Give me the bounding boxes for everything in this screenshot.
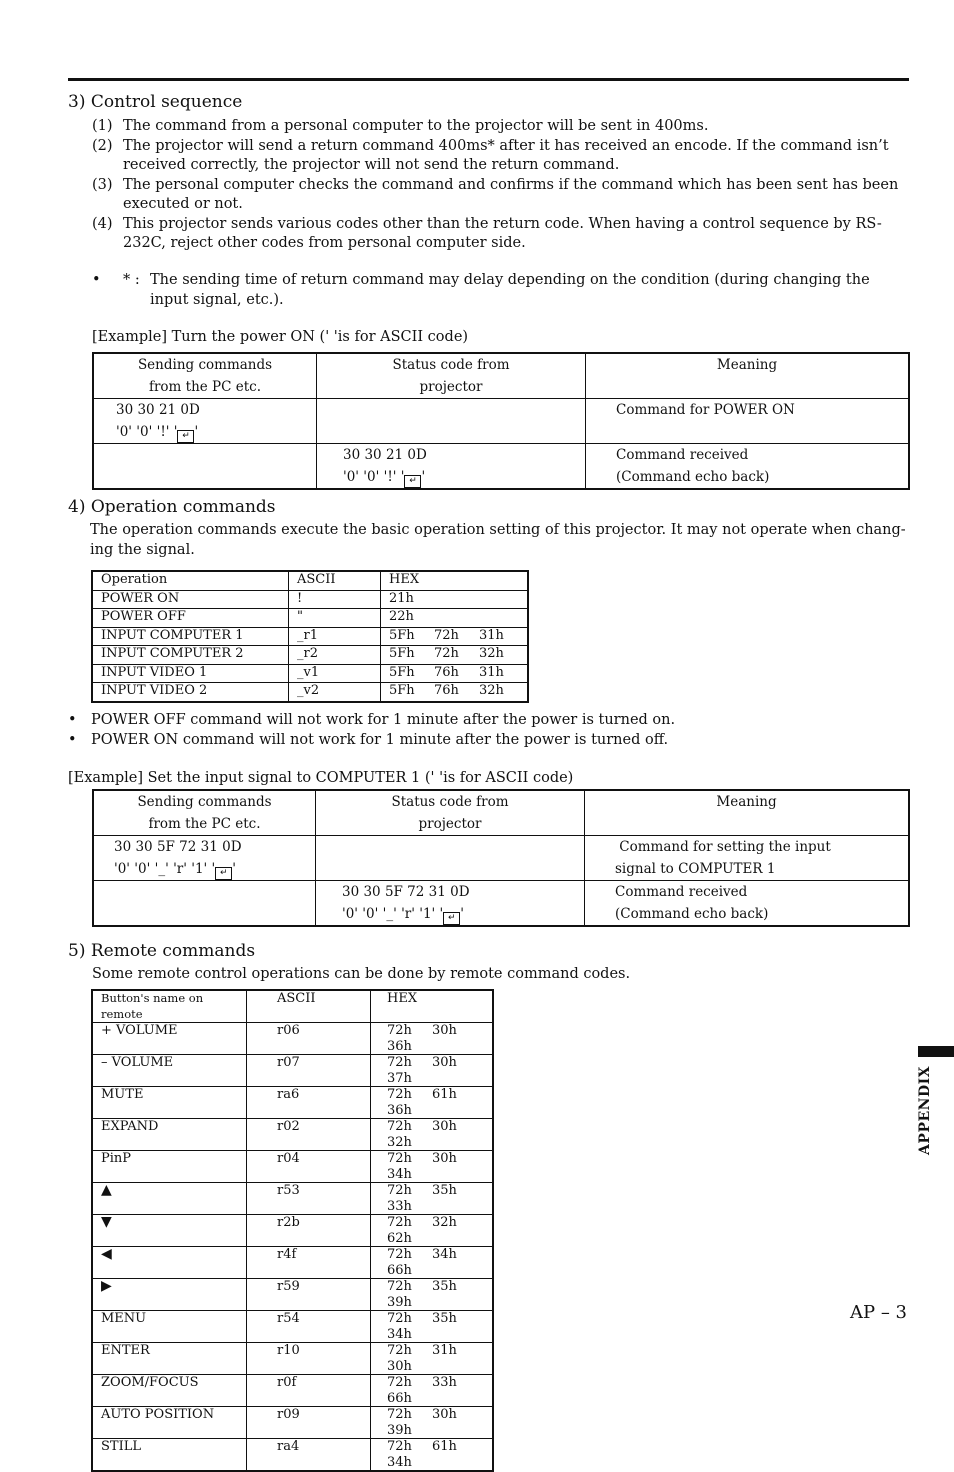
button-ascii: r53	[247, 1183, 371, 1215]
hex-byte: 33h	[387, 1198, 412, 1214]
hex-byte: 34h	[387, 1326, 412, 1342]
op-hex	[381, 609, 529, 628]
item-3-num: (3)	[92, 176, 113, 193]
header-button: Button's name on remote	[92, 990, 247, 1023]
sec3-note	[92, 271, 912, 311]
note-line1: The sending time of return command may delay depending on the condition (during changing the	[150, 272, 870, 288]
button-ascii: r09	[247, 1407, 371, 1439]
button-name: ZOOM/FOCUS	[92, 1375, 247, 1407]
enter-key-icon: ↵	[215, 867, 232, 880]
cell-status	[317, 444, 586, 490]
table-row	[92, 1407, 493, 1439]
status-ascii: '0' '0' '!' ' ↵ '	[343, 469, 426, 486]
header-meaning	[586, 353, 910, 399]
op-name: INPUT VIDEO 2	[92, 683, 289, 702]
table-row	[92, 646, 528, 665]
item-1-text: The command from a personal computer to the projector will be sent in 400ms.	[123, 118, 709, 134]
sec4-intro	[90, 521, 910, 560]
cell-empty	[93, 881, 316, 927]
header-ascii: ASCII	[289, 571, 381, 590]
item-2-line1: The projector will send a return command 400ms* after it has received an encode. If the command isn’t	[123, 137, 889, 154]
button-hex	[371, 1151, 494, 1183]
example2-table	[92, 789, 910, 927]
header-sending-l2: from the PC etc.	[148, 379, 262, 395]
header-sending-l1: Sending commands	[137, 357, 273, 373]
button-hex	[371, 1343, 494, 1375]
button-ascii: r04	[247, 1151, 371, 1183]
button-name: – VOLUME	[92, 1055, 247, 1087]
table-row	[93, 399, 909, 444]
op-ascii: _r2	[289, 646, 381, 665]
header-sending-l2: from the PC etc.	[148, 816, 261, 832]
button-hex	[371, 1311, 494, 1343]
hex-byte: 66h	[387, 1390, 412, 1406]
cell-meaning	[586, 399, 910, 444]
send-ascii: '0' '0' '!' ' ↵ '	[116, 424, 199, 441]
status-ascii-text: '0' '0' '!' '	[343, 469, 405, 485]
right-triangle-icon: ▶	[92, 1279, 247, 1311]
button-hex	[371, 1375, 494, 1407]
button-ascii: r0f	[247, 1375, 371, 1407]
table-row	[93, 353, 909, 399]
button-ascii: r4f	[247, 1247, 371, 1279]
header-meaning-l1: Meaning	[716, 794, 777, 810]
hex-byte: 61h	[432, 1087, 457, 1102]
button-ascii: ra6	[247, 1087, 371, 1119]
cell-empty	[317, 399, 586, 444]
hex-byte: 76h	[434, 664, 459, 680]
section-3-title: 3) Control sequence	[68, 92, 243, 112]
enter-key-icon: ↵	[177, 430, 194, 443]
hex-byte: 30h	[432, 1119, 457, 1134]
hex-byte: 72h	[434, 646, 459, 661]
hex-byte: 66h	[387, 1262, 412, 1278]
table-row	[92, 664, 528, 683]
status-ascii: '0' '0' '_' 'r' '1' ' ↵ '	[342, 906, 464, 923]
cell-send	[93, 399, 317, 444]
item-2-num: (2)	[92, 137, 113, 154]
hex-byte: 5Fh	[389, 646, 415, 661]
meaning-line2: (Command echo back)	[616, 469, 770, 485]
send-ascii-text: '0' '0' '_' 'r' '1' '	[114, 861, 216, 877]
op-ascii: !	[289, 590, 381, 609]
header-meaning	[585, 790, 910, 836]
op-name: INPUT COMPUTER 2	[92, 646, 289, 665]
button-hex	[371, 1119, 494, 1151]
op-name: POWER ON	[92, 590, 289, 609]
button-hex	[371, 1055, 494, 1087]
hex-byte: 30h	[432, 1023, 457, 1038]
hex-byte: 72h	[387, 1119, 412, 1134]
hex-byte: 76h	[434, 683, 459, 698]
op-hex	[381, 646, 529, 665]
header-status	[317, 353, 586, 399]
hex-byte: 39h	[387, 1294, 412, 1310]
hex-byte: 30h	[432, 1151, 457, 1166]
button-ascii: r10	[247, 1343, 371, 1375]
status-hex: 30 30 21 0D	[343, 447, 427, 463]
table-row	[93, 790, 909, 836]
table-row	[92, 627, 528, 646]
table-row	[92, 1439, 493, 1472]
page-number: AP – 3	[850, 1302, 908, 1323]
button-hex	[371, 1439, 494, 1472]
op-name: INPUT VIDEO 1	[92, 664, 289, 683]
hex-byte: 34h	[387, 1166, 412, 1182]
hex-byte: 35h	[432, 1279, 457, 1294]
example1-caption: [Example] Turn the power ON (' 'is for ASCII code)	[92, 329, 469, 345]
button-hex	[371, 1407, 494, 1439]
button-hex	[371, 1087, 494, 1119]
button-ascii: r07	[247, 1055, 371, 1087]
left-triangle-icon: ◀	[92, 1247, 247, 1279]
section-5-title: 5) Remote commands	[68, 941, 256, 961]
cell-empty	[316, 836, 585, 881]
button-ascii: r59	[247, 1279, 371, 1311]
hex-byte: 39h	[387, 1422, 412, 1438]
hex-byte: 32h	[479, 646, 504, 661]
hex-byte: 72h	[387, 1439, 412, 1454]
hex-byte: 36h	[387, 1102, 412, 1118]
cell-meaning	[585, 881, 910, 927]
hex-byte: 35h	[432, 1311, 457, 1326]
cell-send	[93, 836, 316, 881]
op-hex	[381, 683, 529, 702]
button-ascii: r2b	[247, 1215, 371, 1247]
cell-meaning	[586, 444, 910, 490]
appendix-tab-marker	[918, 1046, 954, 1057]
bullet-1: POWER OFF command will not work for 1 minute after the power is turned on.	[91, 712, 676, 728]
hex-byte: 72h	[387, 1023, 412, 1038]
table-row	[92, 1375, 493, 1407]
button-hex	[371, 1279, 494, 1311]
cell-meaning	[585, 836, 910, 881]
down-triangle-icon: ▼	[92, 1215, 247, 1247]
hex-byte: 21h	[389, 590, 414, 606]
table-row	[92, 1215, 493, 1247]
button-name: ENTER	[92, 1343, 247, 1375]
table-row	[93, 836, 909, 881]
bullet-2: POWER ON command will not work for 1 minute after the power is turned off.	[91, 731, 669, 748]
table-row	[92, 1183, 493, 1215]
hex-byte: 32h	[479, 683, 504, 698]
hex-byte: 72h	[387, 1343, 412, 1358]
send-hex: 30 30 5F 72 31 0D	[114, 839, 242, 855]
table-row	[92, 609, 528, 628]
hex-byte: 31h	[479, 664, 504, 680]
meaning-line1: Command received	[615, 884, 748, 900]
button-name: PinP	[92, 1151, 247, 1183]
header-status-l2: projector	[419, 379, 483, 395]
header-ascii: ASCII	[247, 990, 371, 1023]
hex-byte: 72h	[387, 1247, 412, 1262]
status-ascii-text: '0' '0' '_' 'r' '1' '	[342, 906, 444, 922]
button-ascii: r02	[247, 1119, 371, 1151]
header-status-l2: projector	[418, 816, 482, 832]
hex-byte: 72h	[387, 1407, 412, 1422]
enter-key-icon: ↵	[404, 475, 421, 488]
hex-byte: 72h	[387, 1055, 412, 1070]
button-hex	[371, 1183, 494, 1215]
note-bullet: •	[92, 272, 101, 288]
sec4-bullets: • POWER OFF command will not work for 1 minute after the power is turned on. • POWER ON command will not work for 1 minute after the power is turned off.	[68, 711, 908, 750]
table-row	[92, 1247, 493, 1279]
table-row	[92, 1087, 493, 1119]
item-2-line2: received correctly, the projector will not send the return command.	[123, 157, 620, 173]
table-row	[92, 1311, 493, 1343]
table-row	[92, 683, 528, 702]
send-ascii-text: '0' '0' '!' '	[116, 424, 178, 440]
button-name: STILL	[92, 1439, 247, 1472]
section-4-title: 4) Operation commands	[68, 497, 276, 517]
op-hex	[381, 627, 529, 646]
op-name: POWER OFF	[92, 609, 289, 628]
hex-byte: 30h	[432, 1055, 457, 1070]
header-sending	[93, 353, 317, 399]
button-ascii: r54	[247, 1311, 371, 1343]
status-hex: 30 30 5F 72 31 0D	[342, 884, 470, 900]
sec3-list	[92, 117, 912, 254]
meaning-line2: signal to COMPUTER 1	[615, 861, 776, 877]
button-name: EXPAND	[92, 1119, 247, 1151]
item-3-line1: The personal computer checks the command and confirms if the command which has been sent has been	[123, 176, 899, 193]
sec4-intro-line1: The operation commands execute the basic operation setting of this projector. It may not operate when chang-	[90, 522, 906, 538]
example1-table	[92, 352, 910, 490]
button-name: + VOLUME	[92, 1023, 247, 1055]
op-hex	[381, 590, 529, 609]
meaning-line2: (Command echo back)	[615, 906, 769, 922]
hex-byte: 22h	[389, 609, 414, 624]
hex-byte: 72h	[387, 1311, 412, 1326]
op-ascii: _v2	[289, 683, 381, 702]
op-ascii: _v1	[289, 664, 381, 683]
button-name: MENU	[92, 1311, 247, 1343]
table-row	[92, 1055, 493, 1087]
table-row	[92, 1151, 493, 1183]
meaning-line1: Command for setting the input	[615, 839, 831, 855]
header-status-l1: Status code from	[392, 357, 510, 373]
example2-caption: [Example] Set the input signal to COMPUTER 1 (' 'is for ASCII code)	[68, 770, 574, 786]
table-row	[92, 1279, 493, 1311]
item-1-num: (1)	[92, 118, 113, 134]
hex-byte: 32h	[387, 1134, 412, 1150]
button-hex	[371, 1215, 494, 1247]
header-operation: Operation	[92, 571, 289, 590]
header-sending	[93, 790, 316, 836]
hex-byte: 5Fh	[389, 683, 415, 698]
hex-byte: 34h	[387, 1454, 412, 1470]
send-ascii: '0' '0' '_' 'r' '1' ' ↵ '	[114, 861, 236, 878]
button-name: MUTE	[92, 1087, 247, 1119]
hex-byte: 61h	[432, 1439, 457, 1454]
table-row	[92, 1023, 493, 1055]
hex-byte: 30h	[432, 1407, 457, 1422]
hex-byte: 35h	[432, 1183, 457, 1198]
hex-byte: 72h	[387, 1087, 412, 1102]
cell-empty	[93, 444, 317, 490]
hex-byte: 32h	[432, 1215, 457, 1230]
hex-byte: 5Fh	[389, 664, 415, 680]
table-row	[92, 571, 528, 590]
hex-byte: 34h	[432, 1247, 457, 1262]
appendix-side-label: APPENDIX	[917, 1066, 933, 1155]
button-name: AUTO POSITION	[92, 1407, 247, 1439]
remote-table	[91, 989, 494, 1472]
hex-byte: 37h	[387, 1070, 412, 1086]
button-hex	[371, 1023, 494, 1055]
send-hex: 30 30 21 0D	[116, 402, 200, 418]
table-row	[93, 881, 909, 927]
item-4-line1: This projector sends various codes other than the return code. When having a control sequence by RS-	[123, 215, 882, 232]
op-name: INPUT COMPUTER 1	[92, 627, 289, 646]
enter-key-icon: ↵	[443, 912, 460, 925]
hex-byte: 72h	[387, 1215, 412, 1230]
operation-table	[91, 570, 529, 703]
note-mark: * :	[123, 272, 140, 288]
up-triangle-icon: ▲	[92, 1183, 247, 1215]
button-ascii: ra4	[247, 1439, 371, 1472]
header-hex: HEX	[381, 571, 529, 590]
header-status	[316, 790, 585, 836]
table-row	[92, 1119, 493, 1151]
note-line2: input signal, etc.).	[150, 291, 284, 308]
table-row	[92, 590, 528, 609]
sec5-intro: Some remote control operations can be done by remote command codes.	[92, 966, 631, 982]
item-3-line2: executed or not.	[123, 196, 243, 212]
table-row	[93, 444, 909, 490]
table-row	[92, 1343, 493, 1375]
header-meaning-l1: Meaning	[716, 357, 778, 373]
hex-byte: 72h	[387, 1279, 412, 1294]
hex-byte: 5Fh	[389, 627, 415, 643]
hex-byte: 30h	[387, 1358, 412, 1374]
hex-byte: 72h	[387, 1183, 412, 1198]
sec4-intro-line2: ing the signal.	[90, 541, 195, 558]
hex-byte: 33h	[432, 1375, 457, 1390]
header-sending-l1: Sending commands	[137, 794, 272, 810]
item-4-line2: 232C, reject other codes from personal computer side.	[123, 235, 526, 251]
hex-byte: 72h	[387, 1375, 412, 1390]
header-hex: HEX	[371, 990, 494, 1023]
item-4-num: (4)	[92, 215, 113, 232]
table-row	[92, 990, 493, 1023]
op-hex	[381, 664, 529, 683]
hex-byte: 72h	[387, 1151, 412, 1166]
hex-byte: 31h	[432, 1343, 457, 1358]
cell-status	[316, 881, 585, 927]
button-ascii: r06	[247, 1023, 371, 1055]
op-ascii: "	[289, 609, 381, 628]
hex-byte: 36h	[387, 1038, 412, 1054]
op-ascii: _r1	[289, 627, 381, 646]
meaning-line1: Command received	[616, 447, 749, 463]
hex-byte: 62h	[387, 1230, 412, 1246]
hex-byte: 72h	[434, 627, 459, 643]
hex-byte: 31h	[479, 627, 504, 643]
top-rule	[68, 78, 909, 81]
button-hex	[371, 1247, 494, 1279]
meaning-text: Command for POWER ON	[616, 402, 795, 418]
header-status-l1: Status code from	[391, 794, 509, 810]
